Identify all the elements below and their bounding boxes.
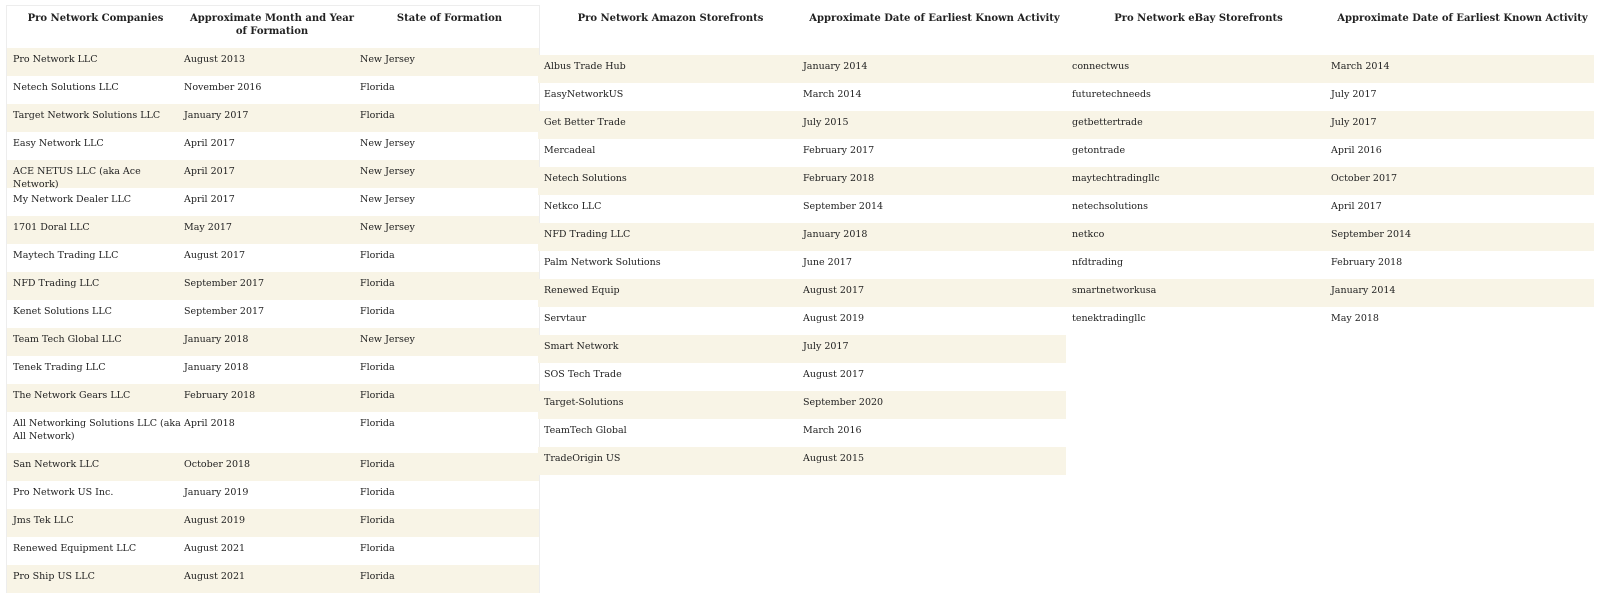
table-row [7, 328, 539, 356]
table-row [538, 335, 1066, 363]
company-name-cell: 1701 Doral LLC [13, 222, 90, 233]
table-row [1066, 83, 1594, 111]
storefront-name-cell: Mercadeal [544, 145, 596, 156]
earliest-activity-cell: January 2014 [1331, 285, 1396, 296]
formation-date-cell: April 2017 [184, 194, 235, 205]
earliest-activity-cell: August 2017 [803, 369, 865, 380]
table-row [538, 55, 1066, 83]
state-cell: New Jersey [360, 166, 415, 177]
earliest-activity-cell: May 2018 [1331, 313, 1379, 324]
company-name-cell: Pro Network LLC [13, 54, 98, 65]
table-row [538, 279, 1066, 307]
company-name-cell: Tenek Trading LLC [13, 362, 106, 373]
formation-date-cell: April 2018 [184, 418, 235, 429]
storefront-name-cell: TeamTech Global [544, 425, 627, 436]
storefront-name-cell: smartnetworkusa [1072, 285, 1157, 296]
earliest-activity-cell: February 2018 [803, 173, 875, 184]
earliest-activity-cell: June 2017 [803, 257, 852, 268]
ebay-table-header [1066, 5, 1594, 55]
earliest-activity-cell: July 2015 [803, 117, 849, 128]
state-cell: Florida [360, 110, 395, 121]
table-row [1066, 223, 1594, 251]
storefront-name-cell: nfdtrading [1072, 257, 1124, 268]
state-cell: Florida [360, 459, 395, 470]
storefront-name-cell: Albus Trade Hub [544, 61, 626, 72]
table-row [538, 391, 1066, 419]
storefront-name-cell: Target-Solutions [544, 397, 624, 408]
formation-date-cell: August 2021 [184, 543, 246, 554]
formation-date-cell: September 2017 [184, 278, 265, 289]
earliest-activity-cell: April 2016 [1331, 145, 1382, 156]
state-cell: New Jersey [360, 222, 415, 233]
company-name-cell: San Network LLC [13, 459, 100, 470]
companies-table [6, 5, 540, 593]
ebay-storefronts-table [1066, 5, 1594, 335]
storefront-name-cell: Get Better Trade [544, 117, 626, 128]
table-row [7, 300, 539, 328]
storefront-name-cell: tenektradingllc [1072, 313, 1146, 324]
column-header-ebay-earliest-activity: Approximate Date of Earliest Known Activity [1337, 13, 1588, 24]
formation-date-cell: January 2017 [184, 110, 249, 121]
formation-date-cell: September 2017 [184, 306, 265, 317]
storefront-name-cell: maytechtradingllc [1072, 173, 1160, 184]
table-row [7, 104, 539, 132]
state-cell: Florida [360, 362, 395, 373]
table-row [1066, 195, 1594, 223]
amazon-storefronts-table [538, 5, 1066, 475]
table-row [538, 447, 1066, 475]
earliest-activity-cell: March 2014 [803, 89, 862, 100]
table-row [538, 83, 1066, 111]
state-cell: New Jersey [360, 138, 415, 149]
formation-date-cell: August 2013 [184, 54, 246, 65]
state-cell: New Jersey [360, 194, 415, 205]
formation-date-cell: May 2017 [184, 222, 232, 233]
formation-date-cell: November 2016 [184, 82, 262, 93]
earliest-activity-cell: February 2018 [1331, 257, 1403, 268]
table-row [7, 509, 539, 537]
earliest-activity-cell: January 2014 [803, 61, 868, 72]
earliest-activity-cell: April 2017 [1331, 201, 1382, 212]
table-row [7, 160, 539, 188]
table-row [1066, 251, 1594, 279]
storefront-name-cell: NFD Trading LLC [544, 229, 631, 240]
earliest-activity-cell: September 2014 [803, 201, 884, 212]
storefront-name-cell: Smart Network [544, 341, 619, 352]
column-header-ebay-storefront: Pro Network eBay Storefronts [1114, 13, 1283, 24]
formation-date-cell: October 2018 [184, 459, 251, 470]
formation-date-cell: January 2018 [184, 362, 249, 373]
storefront-name-cell: Palm Network Solutions [544, 257, 661, 268]
table-row [538, 363, 1066, 391]
company-name-cell: Pro Network US Inc. [13, 487, 114, 498]
formation-date-cell: August 2019 [184, 515, 246, 526]
companies-table-header [7, 6, 539, 48]
earliest-activity-cell: October 2017 [1331, 173, 1398, 184]
table-row [538, 223, 1066, 251]
earliest-activity-cell: January 2018 [803, 229, 868, 240]
column-header-amazon-storefront: Pro Network Amazon Storefronts [577, 13, 764, 24]
table-row [538, 111, 1066, 139]
state-cell: Florida [360, 571, 395, 582]
storefront-name-cell: Servtaur [544, 313, 587, 324]
amazon-table-body [538, 55, 1066, 475]
table-row [7, 453, 539, 481]
storefront-name-cell: connectwus [1072, 61, 1130, 72]
table-row [538, 167, 1066, 195]
table-row [7, 384, 539, 412]
company-name-cell: NFD Trading LLC [13, 278, 100, 289]
storefront-name-cell: EasyNetworkUS [544, 89, 624, 100]
column-header-amazon-earliest-activity: Approximate Date of Earliest Known Activity [809, 13, 1060, 24]
state-cell: Florida [360, 82, 395, 93]
state-cell: Florida [360, 278, 395, 289]
column-header-state: State of Formation [396, 13, 503, 24]
company-name-cell: Maytech Trading LLC [13, 250, 119, 261]
state-cell: Florida [360, 250, 395, 261]
companies-table-body [7, 48, 539, 593]
state-cell: Florida [360, 306, 395, 317]
storefront-name-cell: netechsolutions [1072, 201, 1148, 212]
table-row [7, 412, 539, 453]
table-row [7, 216, 539, 244]
company-name-cell: Team Tech Global LLC [13, 334, 122, 345]
table-row [7, 356, 539, 384]
earliest-activity-cell: September 2014 [1331, 229, 1412, 240]
table-row [7, 244, 539, 272]
earliest-activity-cell: September 2020 [803, 397, 884, 408]
company-name-cell: Pro Ship US LLC [13, 571, 95, 582]
table-row [7, 188, 539, 216]
earliest-activity-cell: February 2017 [803, 145, 875, 156]
table-row [538, 139, 1066, 167]
formation-date-cell: April 2017 [184, 138, 235, 149]
ebay-table-body [1066, 55, 1594, 335]
storefront-name-cell: futuretechneeds [1072, 89, 1151, 100]
earliest-activity-cell: July 2017 [1331, 117, 1377, 128]
state-cell: Florida [360, 543, 395, 554]
storefront-name-cell: SOS Tech Trade [544, 369, 622, 380]
table-row [538, 195, 1066, 223]
earliest-activity-cell: July 2017 [1331, 89, 1377, 100]
earliest-activity-cell: August 2019 [803, 313, 865, 324]
company-name-cell: Jms Tek LLC [13, 515, 74, 526]
column-header-company: Pro Network Companies [27, 13, 164, 24]
earliest-activity-cell: July 2017 [803, 341, 849, 352]
table-row [7, 272, 539, 300]
storefront-name-cell: Netkco LLC [544, 201, 602, 212]
table-row [1066, 307, 1594, 335]
formation-date-cell: January 2018 [184, 334, 249, 345]
column-header-formation-date: Approximate Month and Year of Formation [190, 13, 354, 37]
table-row [1066, 279, 1594, 307]
formation-date-cell: August 2017 [184, 250, 246, 261]
amazon-table-header [538, 5, 1066, 55]
table-row [7, 565, 539, 593]
company-name-cell: My Network Dealer LLC [13, 194, 132, 205]
storefront-name-cell: getbettertrade [1072, 117, 1143, 128]
table-row [7, 481, 539, 509]
table-row [7, 48, 539, 76]
state-cell: New Jersey [360, 54, 415, 65]
company-name-cell: Easy Network LLC [13, 138, 104, 149]
company-name-cell: Kenet Solutions LLC [13, 306, 112, 317]
state-cell: Florida [360, 418, 395, 429]
company-name-cell: ACE NETUS LLC (aka Ace Network) [13, 166, 141, 190]
storefront-name-cell: netkco [1072, 229, 1105, 240]
table-row [538, 307, 1066, 335]
earliest-activity-cell: March 2014 [1331, 61, 1390, 72]
formation-date-cell: January 2019 [184, 487, 249, 498]
company-name-cell: Netech Solutions LLC [13, 82, 119, 93]
table-row [7, 132, 539, 160]
table-row [538, 419, 1066, 447]
state-cell: Florida [360, 515, 395, 526]
company-name-cell: All Networking Solutions LLC (aka All Network) [13, 418, 181, 442]
earliest-activity-cell: March 2016 [803, 425, 862, 436]
table-row [538, 251, 1066, 279]
earliest-activity-cell: August 2017 [803, 285, 865, 296]
storefront-name-cell: getontrade [1072, 145, 1126, 156]
company-name-cell: The Network Gears LLC [13, 390, 131, 401]
formation-date-cell: February 2018 [184, 390, 256, 401]
formation-date-cell: April 2017 [184, 166, 235, 177]
storefront-name-cell: Netech Solutions [544, 173, 627, 184]
formation-date-cell: August 2021 [184, 571, 246, 582]
company-name-cell: Target Network Solutions LLC [13, 110, 161, 121]
storefront-name-cell: TradeOrigin US [544, 453, 621, 464]
state-cell: Florida [360, 390, 395, 401]
table-row [1066, 167, 1594, 195]
table-row [1066, 139, 1594, 167]
table-row [7, 76, 539, 104]
table-row [1066, 55, 1594, 83]
company-name-cell: Renewed Equipment LLC [13, 543, 137, 554]
earliest-activity-cell: August 2015 [803, 453, 865, 464]
table-row [7, 537, 539, 565]
storefront-name-cell: Renewed Equip [544, 285, 620, 296]
state-cell: Florida [360, 487, 395, 498]
state-cell: New Jersey [360, 334, 415, 345]
table-row [1066, 111, 1594, 139]
